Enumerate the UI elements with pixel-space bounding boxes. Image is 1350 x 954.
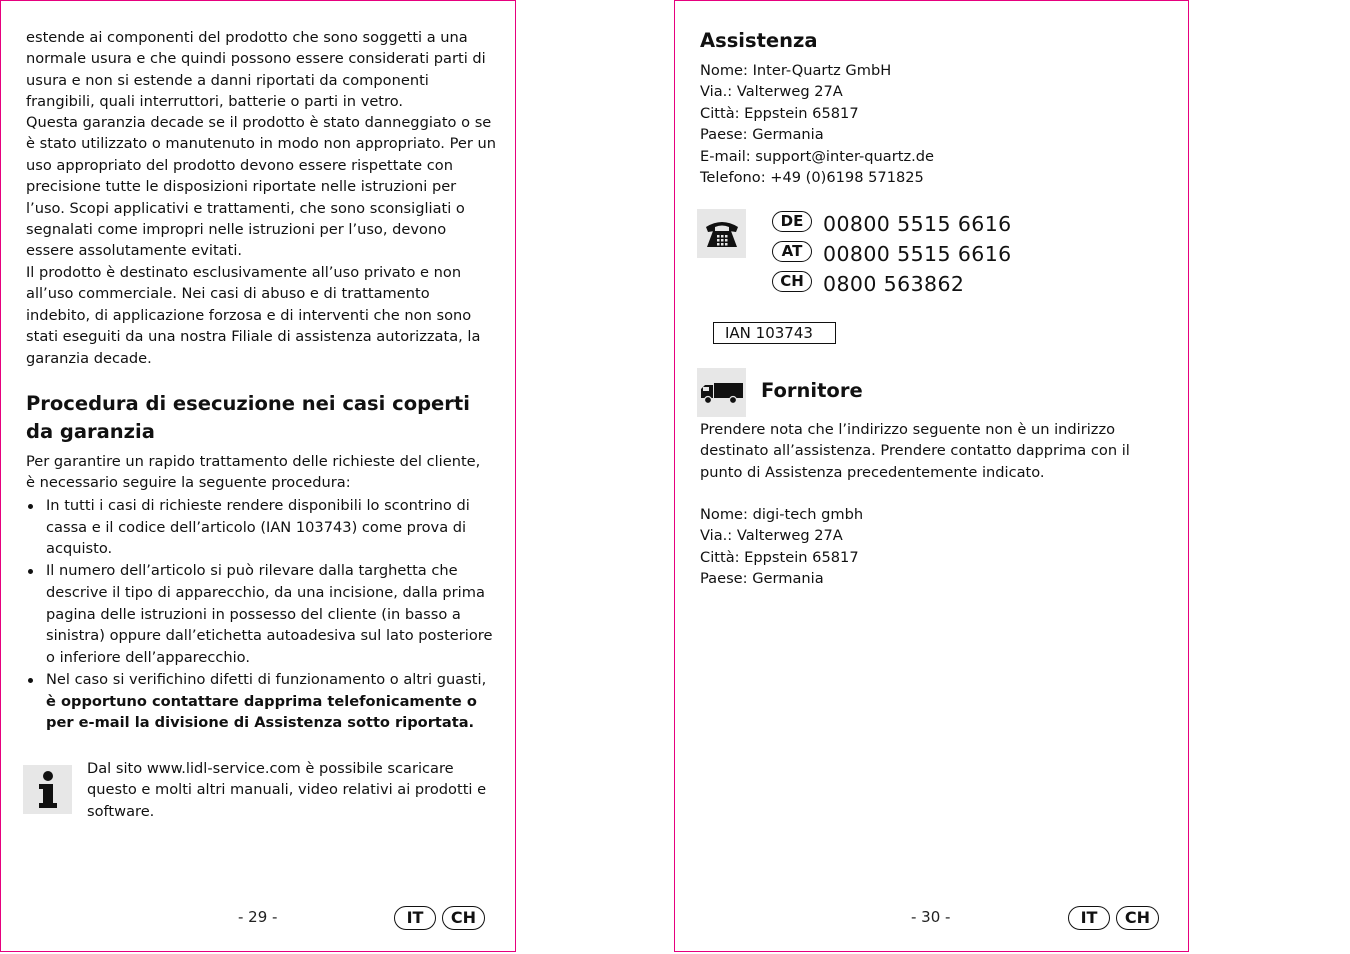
list-item bbox=[26, 669, 496, 734]
list-item-bold-text: è opportuno contattare dapprima telefonicamente o per e-mail la divisione di Assistenza sotto riportata. bbox=[46, 692, 477, 732]
country-badge-ch: CH bbox=[772, 271, 812, 292]
bullet-icon bbox=[28, 504, 33, 509]
info-icon bbox=[23, 765, 72, 814]
country-badge-it: IT bbox=[394, 906, 436, 930]
country-badge-ch: CH bbox=[1116, 906, 1159, 930]
section-intro: Per garantire un rapido trattamento delle richieste del cliente, è necessario seguire la seguente procedura: bbox=[26, 453, 481, 492]
right-page bbox=[674, 0, 1189, 952]
list-item-text: Nel caso si verifichino difetti di funzionamento o altri guasti, bbox=[46, 670, 487, 688]
telephone-icon bbox=[697, 209, 746, 258]
assistance-line: Via.: Valterweg 27A bbox=[700, 83, 843, 101]
supplier-line: Via.: Valterweg 27A bbox=[700, 527, 843, 545]
assistance-heading: Assistenza bbox=[700, 29, 818, 52]
warranty-paragraph-2: Questa garanzia decade se il prodotto è stato danneggiato o se è stato utilizzato o manutenuto in modo non appropriato. Per un uso appropriato del prodotto devono essere rispettate con precisione tutte le disposizioni riportate nelle istruzioni per l’uso. Scopi applicativi e trattamenti, che sono sconsigliati o segnalati come impropri nelle istruzioni per l’uso, devono essere assolutamente evitati. bbox=[26, 114, 496, 260]
page-number: - 30 - bbox=[911, 908, 951, 926]
supplier-note: Prendere nota che l’indirizzo seguente non è un indirizzo destinato all’assistenza. Prendere contatto dapprima con il punto di Assistenza precedentemente indicato. bbox=[700, 421, 1130, 481]
ian-label: IAN 103743 bbox=[713, 322, 836, 344]
hotline-number-ch: 0800 563862 bbox=[823, 272, 965, 296]
supplier-line: Paese: Germania bbox=[700, 570, 824, 588]
assistance-line: Paese: Germania bbox=[700, 126, 824, 144]
list-item-text: Il numero dell’articolo si può rilevare dalla targhetta che descrive il tipo di apparecchio, da una incisione, dalla prima pagina delle istruzioni in possesso del cliente (in basso a sinistra) oppure dall’etichetta autoadesiva sul lato posteriore o inferiore dell’apparecchio. bbox=[46, 562, 493, 666]
supplier-address bbox=[700, 504, 1150, 590]
list-item bbox=[26, 495, 496, 560]
assistance-address bbox=[700, 60, 1150, 188]
bullet-icon bbox=[28, 569, 33, 574]
country-badge-at: AT bbox=[772, 241, 812, 262]
warranty-paragraph-1: estende ai componenti del prodotto che sono soggetti a una normale usura e che quindi possono essere considerati parti di usura e non si estende a danni riportati da componenti frangibili, quali interruttori, batterie o parti in vetro. bbox=[26, 29, 486, 111]
left-page bbox=[0, 0, 516, 952]
country-badge-it: IT bbox=[1068, 906, 1110, 930]
hotline-number-de: 00800 5515 6616 bbox=[823, 212, 1012, 236]
assistance-line: Nome: Inter-Quartz GmbH bbox=[700, 62, 892, 79]
telephone-line: Telefono: +49 (0)6198 571825 bbox=[700, 169, 924, 187]
assistance-line: Città: Eppstein 65817 bbox=[700, 104, 859, 122]
email-line: E-mail: support@inter-quartz.de bbox=[700, 147, 934, 165]
hotline-number-at: 00800 5515 6616 bbox=[823, 242, 1012, 266]
country-badge-de: DE bbox=[772, 211, 812, 232]
section-heading: Procedura di esecuzione nei casi coperti da garanzia bbox=[26, 392, 470, 443]
country-badge-ch: CH bbox=[442, 906, 485, 930]
page-number: - 29 - bbox=[238, 908, 278, 926]
supplier-heading: Fornitore bbox=[761, 379, 863, 402]
truck-icon bbox=[697, 368, 746, 417]
procedure-list bbox=[26, 495, 496, 734]
supplier-line: Città: Eppstein 65817 bbox=[700, 548, 859, 566]
supplier-line: Nome: digi-tech gmbh bbox=[700, 506, 864, 523]
info-text: Dal sito www.lidl-service.com è possibile scaricare questo e molti altri manuali, video relativi ai prodotti e software. bbox=[87, 760, 487, 820]
list-item bbox=[26, 560, 496, 668]
bullet-icon bbox=[28, 678, 33, 683]
list-item-text: In tutti i casi di richieste rendere disponibili lo scontrino di cassa e il codice dell’articolo (IAN 103743) come prova di acquisto. bbox=[46, 497, 470, 558]
warranty-paragraph-3: Il prodotto è destinato esclusivamente all’uso privato e non all’uso commerciale. Nei casi di abuso e di trattamento indebito, di applicazione forzosa e di interventi che non sono stati eseguiti da una nostra Filiale di assistenza autorizzata, la garanzia decade. bbox=[26, 264, 481, 367]
